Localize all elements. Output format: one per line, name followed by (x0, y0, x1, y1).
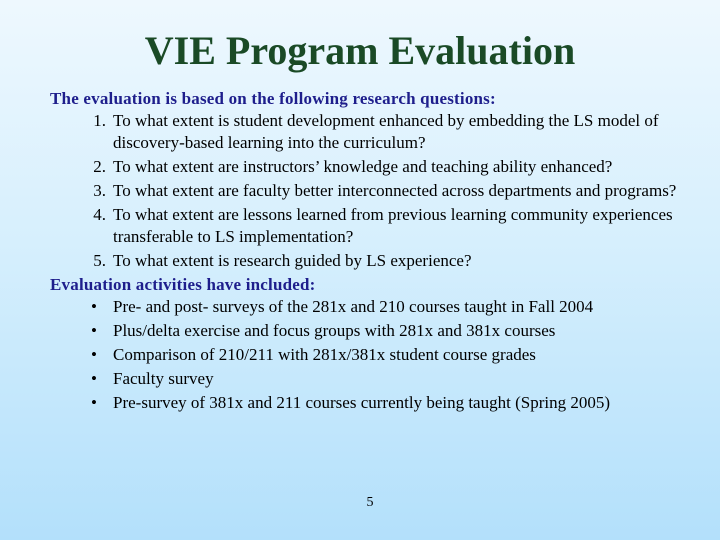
activity-text: Plus/delta exercise and focus groups with 281x and 381x courses (113, 321, 556, 340)
activities-list (50, 296, 690, 414)
activity-item (50, 368, 690, 390)
slide-body (50, 88, 690, 416)
activity-text: Pre- and post- surveys of the 281x and 210 courses taught in Fall 2004 (113, 297, 594, 316)
bullet-icon: • (91, 369, 97, 388)
bullet-icon: • (91, 345, 97, 364)
question-number: 5. (93, 251, 106, 270)
research-questions-list (50, 110, 690, 272)
bullet-icon: • (91, 321, 97, 340)
activity-item (50, 320, 690, 342)
question-number: 4. (93, 205, 106, 224)
research-question-item (50, 156, 690, 178)
activity-item (50, 296, 690, 318)
activities-heading: Evaluation activities have included: (50, 275, 316, 294)
activity-item (50, 344, 690, 366)
research-questions-heading: The evaluation is based on the following research questions: (50, 89, 496, 108)
question-number: 1. (93, 111, 106, 130)
page-number: 5 (366, 495, 374, 510)
bullet-icon: • (91, 297, 97, 316)
research-question-item (50, 180, 690, 202)
question-text: To what extent is student development enhanced by embedding the LS model of discovery-based learning into the curriculum? (113, 111, 659, 152)
research-question-item (50, 110, 690, 154)
question-text: To what extent are lessons learned from previous learning community experiences transferable to LS implementation? (113, 205, 673, 246)
research-question-item (50, 204, 690, 248)
question-text: To what extent are faculty better interconnected across departments and programs? (113, 181, 677, 200)
slide-title: VIE Program Evaluation (144, 28, 576, 73)
activity-text: Faculty survey (113, 369, 214, 388)
question-number: 3. (93, 181, 106, 200)
activity-item (50, 392, 690, 414)
question-number: 2. (93, 157, 106, 176)
activity-text: Pre-survey of 381x and 211 courses currently being taught (Spring 2005) (113, 393, 610, 412)
question-text: To what extent is research guided by LS experience? (113, 251, 472, 270)
activity-text: Comparison of 210/211 with 281x/381x student course grades (113, 345, 536, 364)
bullet-icon: • (91, 393, 97, 412)
research-question-item (50, 250, 690, 272)
question-text: To what extent are instructors’ knowledge and teaching ability enhanced? (113, 157, 613, 176)
